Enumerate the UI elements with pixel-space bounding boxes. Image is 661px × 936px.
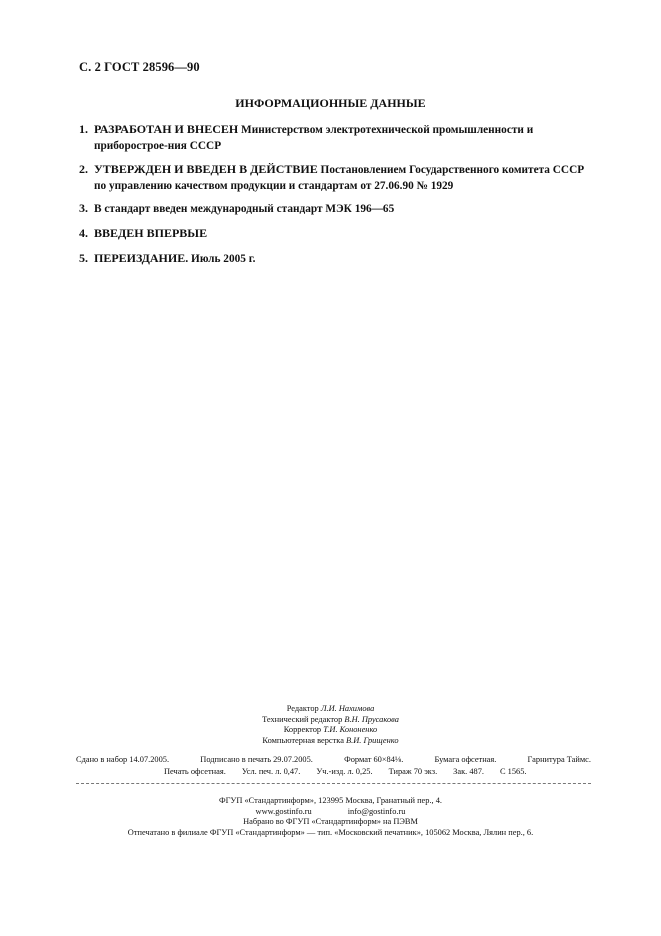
publication-row-2: Печать офсетная. Усл. печ. л. 0,47. Уч.-изд. л. 0,25. Тираж 70 экз. Зак. 487. С 1565. [164,767,527,776]
credits-block [0,704,661,747]
divider-line [76,783,591,784]
info-item-5 [79,251,599,267]
info-item-1 [79,122,599,153]
section-title: ИНФОРМАЦИОННЫЕ ДАННЫЕ [235,96,426,110]
publication-info [76,754,591,778]
item-caps: ПЕРЕИЗДАНИЕ. [94,251,189,265]
credit-layout: Компьютерная верстка В.И. Грищенко [262,736,399,746]
item-text: Постановлением Государственного комитета СССР по управлению качеством продукции и стандартам от 27.06.90 № 1929 [94,164,585,192]
email-link[interactable]: info@gostinfo.ru [347,806,406,816]
credit-corrector: Корректор Т.И. Кононенко [283,725,378,735]
item-number: 1. [79,122,88,136]
info-item-3 [79,201,599,217]
website-link[interactable]: www.gostinfo.ru [255,806,312,816]
item-text: В стандарт введен международный стандарт МЭК 196—65 [94,203,395,215]
publisher-footer [0,796,661,838]
publisher-contacts [0,807,661,818]
item-text: Министерством электротехнической промышленности и приборострое-ния СССР [94,124,534,152]
credit-editor: Редактор Л.И. Нахимова [286,704,375,713]
credit-tech-editor: Технический редактор В.Н. Прусакова [262,714,399,724]
info-item-2 [79,162,599,193]
item-text: Июль 2005 г. [188,253,256,265]
item-number: 3. [79,201,88,215]
printed-note: Отпечатано в филиале ФГУП «Стандартинформ» — тип. «Московский печатник», 105062 Москва, Лялин пер., 6. [127,827,534,837]
publisher-address: ФГУП «Стандартинформ», 123995 Москва, Гранатный пер., 4. [218,796,443,805]
publication-row-1: Сдано в набор 14.07.2005. Подписано в печать 29.07.2005. Формат 60×84⅛. Бумага офсетная. Гарнитура Таймс. [76,755,591,764]
item-number: 2. [79,162,88,176]
page-header: С. 2 ГОСТ 28596—90 [79,60,200,74]
item-caps: УТВЕРЖДЕН И ВВЕДЕН В ДЕЙСТВИЕ [94,162,318,176]
item-caps: ВВЕДЕН ВПЕРВЫЕ [94,226,208,240]
info-item-4 [79,226,599,242]
typeset-note: Набрано во ФГУП «Стандартинформ» на ПЭВМ [243,817,418,827]
item-number: 4. [79,226,88,240]
item-number: 5. [79,251,88,265]
item-caps: РАЗРАБОТАН И ВНЕСЕН [94,122,239,136]
